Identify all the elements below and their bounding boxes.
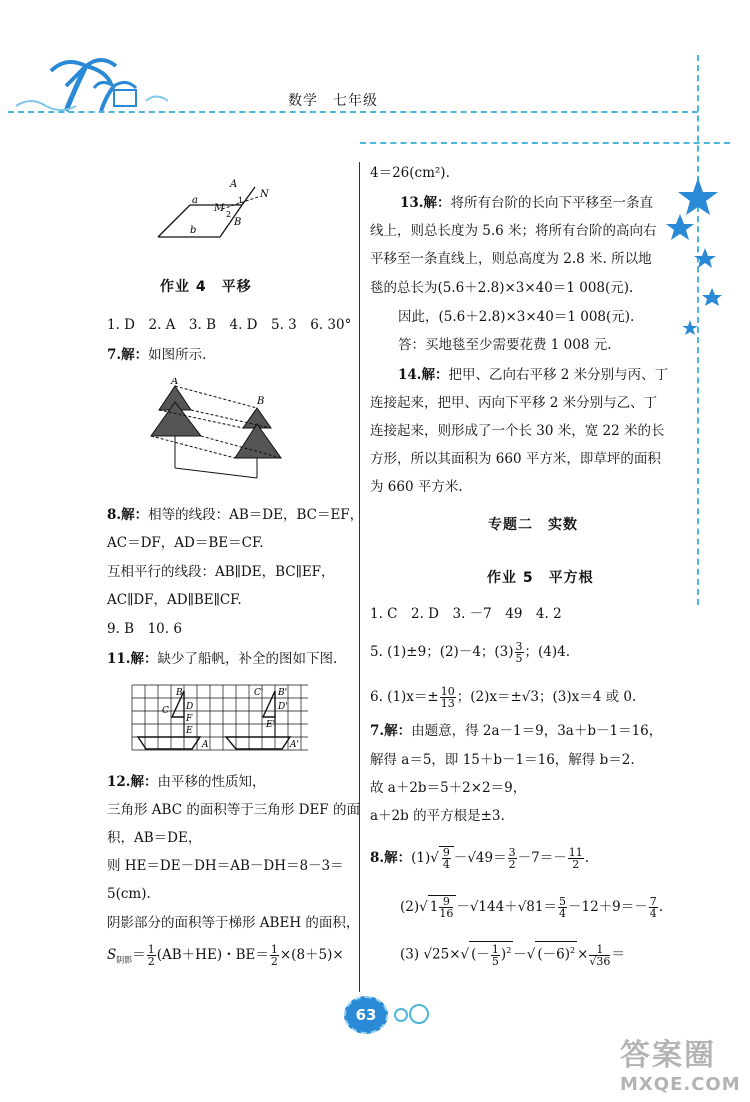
q8r-p2-frac1 bbox=[558, 896, 567, 919]
q12-eq: ＝ bbox=[132, 947, 146, 963]
q12-line5: 5(cm). bbox=[107, 886, 151, 902]
q8-line4: AC∥DF，AD∥BE∥CF. bbox=[107, 592, 242, 608]
label-A: A bbox=[230, 179, 238, 190]
s-symbol: S bbox=[107, 947, 117, 963]
grid-label-B2: B' bbox=[278, 688, 288, 698]
q8r-p1-frac2 bbox=[568, 847, 584, 870]
q8r-num: 8. bbox=[370, 850, 385, 866]
boat-grid-figure bbox=[130, 683, 310, 753]
q7r-num: 7. bbox=[370, 723, 385, 739]
q8r-p2-radical bbox=[428, 895, 457, 919]
q6-pre: 6. (1)x＝± bbox=[370, 689, 439, 705]
q14-jie: 解： bbox=[421, 367, 449, 383]
star-decorations bbox=[660, 170, 740, 350]
label-N: N bbox=[260, 189, 269, 200]
grid-label-D: D bbox=[186, 702, 194, 712]
grid-label-E: E bbox=[186, 726, 193, 736]
p2-rad-den: 16 bbox=[439, 907, 454, 920]
topic2-title: 专题二 实数 bbox=[488, 517, 578, 533]
p2-f2-num: 7 bbox=[649, 895, 657, 908]
q8r-p1-radical bbox=[439, 846, 454, 870]
half-num: 1 bbox=[147, 943, 155, 956]
q8-line3: 互相平行的线段：AB∥DE，BC∥EF， bbox=[107, 564, 335, 580]
grid-label-B: B bbox=[176, 688, 183, 698]
p3-exp-2: 2 bbox=[570, 946, 576, 955]
q8r-p2-mid: －√144＋√81＝ bbox=[456, 899, 557, 915]
grid-label-A: A bbox=[202, 740, 209, 750]
q8r-jie: 解： bbox=[384, 850, 412, 866]
q6-line bbox=[370, 686, 636, 709]
grid-label-D2: D' bbox=[278, 702, 288, 712]
column-divider bbox=[359, 162, 360, 992]
label-b: b bbox=[190, 225, 197, 236]
q12-text1: 由平移的性质知， bbox=[157, 774, 266, 790]
fraction-half-2 bbox=[270, 944, 279, 967]
header-palm-logo bbox=[6, 56, 186, 116]
q8r-p3-radical2 bbox=[535, 941, 577, 964]
q13-text1: 将所有台阶的长向下平移至一条直 bbox=[450, 195, 653, 211]
grid-label-C2: C' bbox=[254, 688, 264, 698]
q12-line7 bbox=[107, 944, 344, 970]
q8-text1: 相等的线段：AB＝DE，BC＝EF， bbox=[148, 507, 364, 523]
q6-fraction bbox=[440, 686, 456, 709]
q8r-part1: 8.解：(1)√ $\frac{9}{4}$ －√49＝ $\frac{3}{2}$ －7＝－ $\frac{11}{2}$ . bbox=[370, 846, 589, 871]
p3-f-den: √36 bbox=[589, 954, 611, 968]
q13-line6: 答：买地毯至少需要花费 1 008 元. bbox=[398, 337, 612, 353]
hw4-title: 作业 4 平移 bbox=[160, 279, 252, 295]
grid-label-C: C bbox=[162, 706, 169, 716]
header-title: 数学 七年级 bbox=[288, 93, 378, 109]
q8r-part2: (2)√ 1 $\frac{9}{16}$ －√144＋√81＝ $\frac{5}{4}$ －12＋9＝－ $\frac{7}{4}$ . bbox=[400, 895, 664, 920]
q6-num: 10 bbox=[440, 685, 455, 698]
p1-rad-num: 9 bbox=[442, 846, 450, 859]
page-circle-small bbox=[394, 1008, 408, 1022]
q7r-line3: 故 a＋2b＝5＋2×2＝9， bbox=[370, 780, 527, 796]
grid-label-F: F bbox=[186, 714, 193, 724]
fig2-label-A: A bbox=[171, 378, 179, 387]
q8r-p1-pre: (1) bbox=[411, 850, 431, 866]
q7-jie: 解： bbox=[121, 347, 149, 363]
q8-line2: AC＝DF，AD＝BE＝CF. bbox=[107, 535, 264, 551]
q7r-line4: a＋2b 的平方根是±3. bbox=[370, 808, 505, 824]
p3-inner-num: 1 bbox=[491, 942, 499, 956]
q5-den: 5 bbox=[515, 652, 523, 665]
half-den-2: 2 bbox=[270, 955, 278, 968]
label-1: 1 bbox=[238, 196, 244, 205]
header-divider-2 bbox=[360, 142, 730, 144]
q11-jie: 解： bbox=[130, 651, 158, 667]
q6-den: 13 bbox=[440, 697, 455, 710]
q12-line2: 三角形 ABC 的面积等于三角形 DEF 的面 bbox=[107, 802, 360, 818]
q7-text: 如图所示. bbox=[148, 347, 207, 363]
q8r-p3-radical1 bbox=[469, 941, 513, 967]
q5-post: ；(4)4. bbox=[524, 644, 571, 660]
q13-line1 bbox=[400, 194, 653, 212]
q12-line1 bbox=[107, 773, 266, 791]
watermark bbox=[620, 1030, 741, 1095]
q8r-p1-mid: －√49＝ bbox=[453, 850, 507, 866]
q13-jie: 解： bbox=[423, 195, 451, 211]
q13-line3: 平移至一条直线上，则总高度为 2.8 米. 所以地 bbox=[370, 251, 652, 267]
p3-inner-end: ) bbox=[500, 946, 507, 963]
q6-mid: ；(2)x＝±√3；(3)x＝4 或 0. bbox=[456, 689, 637, 705]
q8r-p2-radfrac bbox=[439, 896, 453, 919]
q13-line4: 毯的总长为(5.6＋2.8)×3×40＝1 008(元). bbox=[370, 280, 634, 296]
q7r-jie: 解： bbox=[384, 723, 412, 739]
q8r-p3-frac bbox=[589, 944, 610, 967]
q12-line6: 阴影部分的面积等于梯形 ABEH 的面积， bbox=[107, 915, 360, 931]
q5-fraction bbox=[515, 641, 524, 664]
q12-expr2: ×(8＋5)× bbox=[279, 947, 344, 963]
watermark-bottom: MXQE.COM bbox=[620, 1074, 741, 1095]
q13-line5: 因此，(5.6＋2.8)×3×40＝1 008(元). bbox=[398, 309, 635, 325]
q12-num: 12. bbox=[107, 774, 131, 790]
page-number: 63 bbox=[344, 996, 388, 1034]
half-num-2: 1 bbox=[270, 943, 278, 956]
q7r-line1 bbox=[370, 722, 662, 740]
hw5-answers: 1. C 2. D 3. －7 49 4. 2 bbox=[370, 606, 562, 622]
q5-pre: 5. (1)±9；(2)－4；(3) bbox=[370, 644, 514, 660]
q8r-p3-mid2: × bbox=[577, 946, 589, 963]
q11-num: 11. bbox=[107, 651, 131, 667]
label-B: B bbox=[234, 217, 242, 228]
q11-text: 缺少了船帆，补全的图如下图. bbox=[157, 651, 338, 667]
q9-q10: 9. B 10. 6 bbox=[107, 621, 182, 637]
p3-inner: (－ bbox=[471, 946, 490, 963]
q8-jie: 解： bbox=[121, 507, 149, 523]
p3-f-num: 1 bbox=[589, 944, 610, 956]
q14-line1 bbox=[398, 366, 668, 384]
q13-line2: 线上，则总长度为 5.6 米；将所有台阶的高向右 bbox=[370, 223, 657, 239]
q8r-p1-frac1 bbox=[508, 847, 517, 870]
p3-inner-den: 5 bbox=[491, 954, 499, 968]
q8r-p3-mid: － bbox=[513, 946, 527, 963]
q11-line bbox=[107, 650, 337, 668]
q14-text1: 把甲、乙向右平移 2 米分别与丙、丁 bbox=[448, 367, 669, 383]
q8r-p3-end: ＝ bbox=[611, 946, 625, 963]
q12-jie: 解： bbox=[130, 774, 158, 790]
p3-exp: 2 bbox=[506, 946, 512, 955]
grid-label-E2: E' bbox=[266, 720, 276, 730]
half-den: 2 bbox=[147, 955, 155, 968]
label-M: M bbox=[214, 203, 225, 214]
q8-line1 bbox=[107, 506, 363, 524]
p2-f1-den: 4 bbox=[558, 907, 566, 920]
q14-line3: 连接起来，则形成了一个长 30 米，宽 22 米的长 bbox=[370, 423, 665, 439]
q8r-p1-end: . bbox=[584, 850, 589, 866]
label-2: 2 bbox=[226, 210, 232, 219]
q8r-part3: (3) √25×√ (－ $\frac{1}{5}$ )$^2$ －√ $(-6)^2$ × $\frac{1}{√36}$ ＝ bbox=[400, 942, 625, 968]
page-circle-large bbox=[409, 1004, 429, 1024]
q5-num: 3 bbox=[515, 640, 523, 653]
header-divider bbox=[8, 111, 698, 113]
q8r-p1-radfrac bbox=[442, 847, 451, 870]
label-a: a bbox=[192, 195, 198, 206]
q12-line3: 积，AB＝DE， bbox=[107, 830, 202, 846]
q14-line2: 连接起来，把甲、丙向下平移 2 米分别与乙、丁 bbox=[370, 395, 658, 411]
q7-left bbox=[107, 346, 206, 364]
grid-label-A2: A' bbox=[290, 740, 299, 750]
q12-expr1: (AB＋HE)・BE＝ bbox=[156, 947, 269, 963]
p1-rad-den: 4 bbox=[442, 858, 450, 871]
q12-line4: 则 HE＝DE－DH＝AB－DH＝8－3＝ bbox=[107, 858, 344, 874]
p1-f1-num: 3 bbox=[508, 846, 516, 859]
q8-num: 8. bbox=[107, 507, 122, 523]
q8r-p2-frac2 bbox=[649, 896, 658, 919]
q5-line bbox=[370, 641, 570, 664]
p2-f1-num: 5 bbox=[558, 895, 566, 908]
watermark-top: 答案圈 bbox=[620, 1038, 716, 1073]
q7r-line2: 解得 a＝5，即 15＋b－1＝16，解得 b＝2. bbox=[370, 752, 635, 768]
hw4-answers: 1. D 2. A 3. B 4. D 5. 3 6. 30° bbox=[107, 317, 352, 333]
q14-line5: 为 660 平方米. bbox=[370, 479, 463, 495]
s-subscript: 阴影 bbox=[116, 955, 133, 965]
p2-f2-den: 4 bbox=[649, 907, 657, 920]
q8r-p2-end: . bbox=[658, 899, 664, 915]
parallel-lines-figure bbox=[150, 175, 280, 245]
q13-num: 13. bbox=[400, 195, 424, 211]
fraction-half bbox=[147, 944, 156, 967]
fig2-label-B: B bbox=[257, 396, 265, 407]
q8r-p2-mid2: －12＋9＝－ bbox=[567, 899, 648, 915]
q7-num: 7. bbox=[107, 347, 122, 363]
q14-line4: 方形，所以其面积为 660 平方米，即草坪的面积 bbox=[370, 451, 661, 467]
p2-rad-num: 9 bbox=[439, 896, 453, 908]
p2-rad-whole: 1 bbox=[429, 899, 439, 915]
p1-f1-den: 2 bbox=[508, 858, 516, 871]
translated-triangles-figure bbox=[145, 378, 295, 488]
q8r-p3-innerfrac bbox=[491, 944, 500, 967]
q8r-p3-pre: (3) √25× bbox=[400, 946, 461, 963]
q14-num: 14. bbox=[398, 367, 422, 383]
q8r-p1-mid2: －7＝－ bbox=[517, 850, 567, 866]
q7r-text1: 由题意，得 2a－1＝9，3a＋b－1＝16， bbox=[411, 723, 663, 739]
hw5-title: 作业 5 平方根 bbox=[487, 570, 594, 586]
cont-line: 4＝26(cm²). bbox=[370, 165, 450, 181]
p1-f2-num: 11 bbox=[568, 846, 583, 859]
p3-rad2: (－6) bbox=[537, 946, 571, 963]
q8r-p2-pre: (2) bbox=[400, 899, 420, 915]
p1-f2-den: 2 bbox=[572, 858, 580, 871]
